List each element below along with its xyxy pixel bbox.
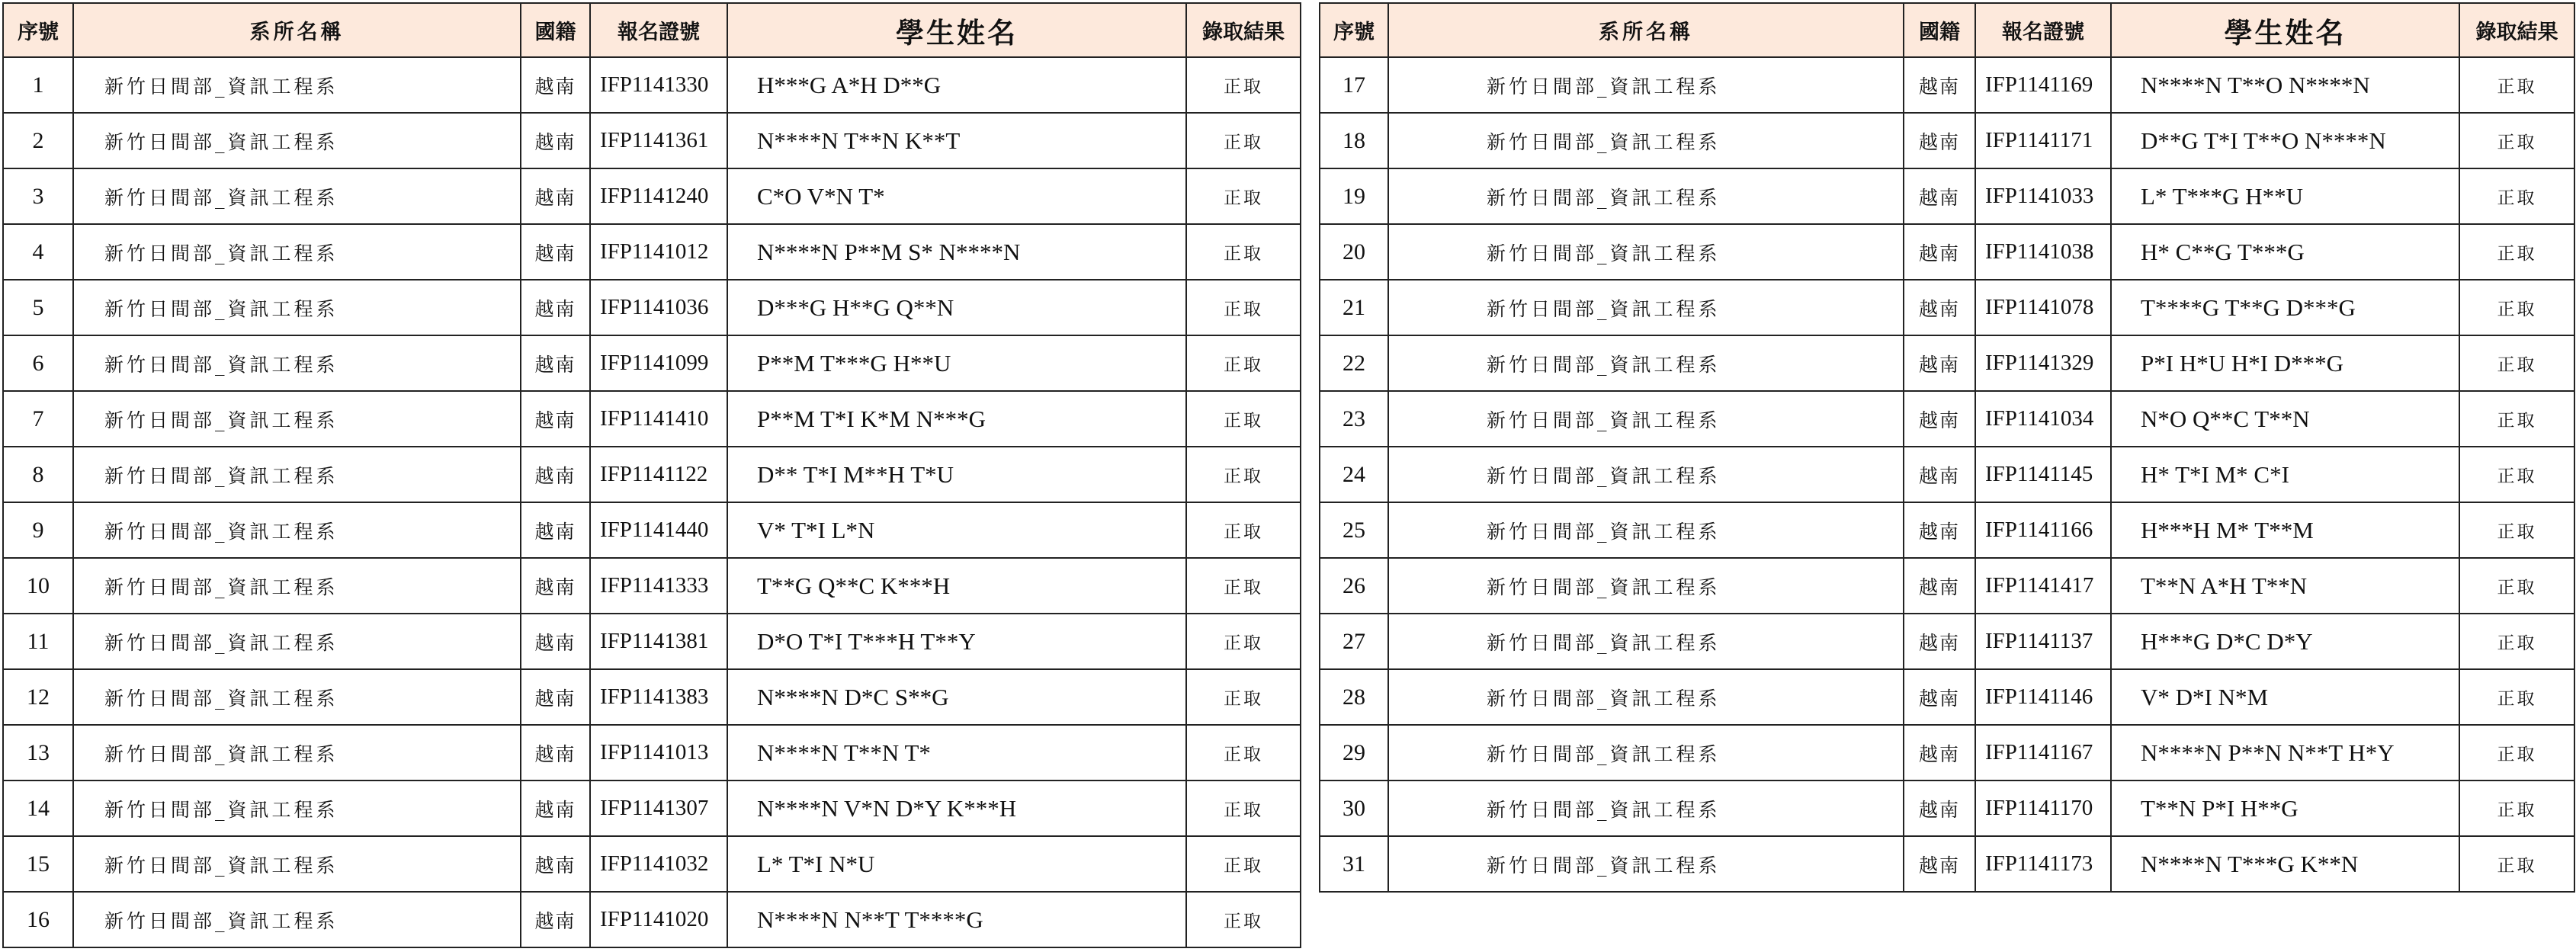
- table-row: [3, 391, 1301, 447]
- cell-student-name: T****G T**G D***G: [2111, 280, 2459, 335]
- cell-nationality: 越南: [1904, 335, 1975, 391]
- cell-application-no: IFP1141240: [590, 168, 727, 224]
- cell-application-no: IFP1141173: [1975, 836, 2111, 892]
- header-student-name: 學生姓名: [727, 3, 1186, 57]
- table-row: [3, 168, 1301, 224]
- table-row: [1320, 558, 2574, 614]
- cell-application-no: IFP1141167: [1975, 725, 2111, 781]
- table-row: [1320, 781, 2574, 836]
- cell-nationality: 越南: [1904, 558, 1975, 614]
- cell-department: 新竹日間部_資訊工程系: [73, 168, 521, 224]
- cell-index: 4: [3, 224, 73, 280]
- cell-result: 正取: [2459, 781, 2574, 836]
- table-row: [3, 892, 1301, 947]
- cell-department: 新竹日間部_資訊工程系: [73, 502, 521, 558]
- cell-student-name: T**N A*H T**N: [2111, 558, 2459, 614]
- cell-index: 6: [3, 335, 73, 391]
- cell-department: 新竹日間部_資訊工程系: [73, 836, 521, 892]
- cell-result: 正取: [1186, 669, 1301, 725]
- cell-student-name: L* T***G H**U: [2111, 168, 2459, 224]
- table-row: [3, 502, 1301, 558]
- header-department: 系所名稱: [1388, 3, 1904, 57]
- cell-result: 正取: [2459, 725, 2574, 781]
- cell-department: 新竹日間部_資訊工程系: [1388, 391, 1904, 447]
- header-index: 序號: [3, 3, 73, 57]
- cell-index: 31: [1320, 836, 1388, 892]
- cell-application-no: IFP1141145: [1975, 447, 2111, 502]
- header-result: 錄取結果: [1186, 3, 1301, 57]
- cell-student-name: D** T*I M**H T*U: [727, 447, 1186, 502]
- cell-index: 30: [1320, 781, 1388, 836]
- cell-index: 9: [3, 502, 73, 558]
- cell-student-name: V* D*I N*M: [2111, 669, 2459, 725]
- table-row: [1320, 113, 2574, 168]
- cell-index: 10: [3, 558, 73, 614]
- cell-index: 13: [3, 725, 73, 781]
- cell-index: 14: [3, 781, 73, 836]
- cell-application-no: IFP1141099: [590, 335, 727, 391]
- cell-department: 新竹日間部_資訊工程系: [1388, 224, 1904, 280]
- header-nationality: 國籍: [521, 3, 590, 57]
- cell-application-no: IFP1141034: [1975, 391, 2111, 447]
- cell-result: 正取: [1186, 335, 1301, 391]
- cell-index: 25: [1320, 502, 1388, 558]
- table-row: [3, 725, 1301, 781]
- table-row: [1320, 280, 2574, 335]
- cell-nationality: 越南: [1904, 725, 1975, 781]
- cell-application-no: IFP1141417: [1975, 558, 2111, 614]
- cell-result: 正取: [1186, 558, 1301, 614]
- cell-application-no: IFP1141013: [590, 725, 727, 781]
- cell-department: 新竹日間部_資訊工程系: [73, 892, 521, 947]
- cell-application-no: IFP1141330: [590, 57, 727, 113]
- cell-student-name: N****N T***G K**N: [2111, 836, 2459, 892]
- cell-nationality: 越南: [521, 391, 590, 447]
- table-row: [1320, 168, 2574, 224]
- cell-student-name: V* T*I L*N: [727, 502, 1186, 558]
- cell-index: 2: [3, 113, 73, 168]
- table-row: [3, 280, 1301, 335]
- cell-nationality: 越南: [1904, 836, 1975, 892]
- cell-index: 15: [3, 836, 73, 892]
- table-row: [1320, 57, 2574, 113]
- cell-result: 正取: [2459, 280, 2574, 335]
- table-row: [1320, 224, 2574, 280]
- cell-application-no: IFP1141032: [590, 836, 727, 892]
- cell-result: 正取: [1186, 447, 1301, 502]
- cell-nationality: 越南: [1904, 669, 1975, 725]
- table-row: [3, 781, 1301, 836]
- cell-nationality: 越南: [1904, 447, 1975, 502]
- cell-result: 正取: [2459, 224, 2574, 280]
- cell-student-name: N****N P**N N**T H*Y: [2111, 725, 2459, 781]
- cell-student-name: D*O T*I T***H T**Y: [727, 614, 1186, 669]
- table-body-right: [1320, 57, 2574, 892]
- cell-result: 正取: [1186, 224, 1301, 280]
- cell-department: 新竹日間部_資訊工程系: [73, 113, 521, 168]
- cell-result: 正取: [2459, 113, 2574, 168]
- cell-application-no: IFP1141020: [590, 892, 727, 947]
- cell-student-name: N****N P**M S* N****N: [727, 224, 1186, 280]
- header-department: 系所名稱: [73, 3, 521, 57]
- cell-application-no: IFP1141166: [1975, 502, 2111, 558]
- cell-student-name: H***G A*H D**G: [727, 57, 1186, 113]
- cell-application-no: IFP1141329: [1975, 335, 2111, 391]
- cell-department: 新竹日間部_資訊工程系: [73, 280, 521, 335]
- cell-index: 28: [1320, 669, 1388, 725]
- cell-application-no: IFP1141383: [590, 669, 727, 725]
- table-row: [3, 614, 1301, 669]
- cell-department: 新竹日間部_資訊工程系: [73, 725, 521, 781]
- admission-table-right: [1319, 2, 2575, 893]
- table-row: [3, 57, 1301, 113]
- header-student-name: 學生姓名: [2111, 3, 2459, 57]
- cell-nationality: 越南: [521, 335, 590, 391]
- cell-result: 正取: [1186, 725, 1301, 781]
- table-body-left: [3, 57, 1301, 947]
- cell-department: 新竹日間部_資訊工程系: [1388, 558, 1904, 614]
- cell-index: 18: [1320, 113, 1388, 168]
- cell-index: 20: [1320, 224, 1388, 280]
- cell-result: 正取: [2459, 669, 2574, 725]
- table-row: [1320, 614, 2574, 669]
- cell-department: 新竹日間部_資訊工程系: [73, 447, 521, 502]
- cell-department: 新竹日間部_資訊工程系: [1388, 113, 1904, 168]
- cell-index: 26: [1320, 558, 1388, 614]
- cell-nationality: 越南: [521, 280, 590, 335]
- cell-student-name: H* T*I M* C*I: [2111, 447, 2459, 502]
- cell-department: 新竹日間部_資訊工程系: [73, 391, 521, 447]
- cell-application-no: IFP1141333: [590, 558, 727, 614]
- cell-result: 正取: [2459, 614, 2574, 669]
- cell-application-no: IFP1141137: [1975, 614, 2111, 669]
- cell-student-name: H***G D*C D*Y: [2111, 614, 2459, 669]
- table-row: [1320, 669, 2574, 725]
- header-application-no: 報名證號: [1975, 3, 2111, 57]
- cell-nationality: 越南: [1904, 502, 1975, 558]
- cell-index: 16: [3, 892, 73, 947]
- cell-nationality: 越南: [1904, 280, 1975, 335]
- cell-student-name: H* C**G T***G: [2111, 224, 2459, 280]
- table-row: [3, 558, 1301, 614]
- cell-nationality: 越南: [1904, 614, 1975, 669]
- cell-index: 23: [1320, 391, 1388, 447]
- table-row: [1320, 725, 2574, 781]
- cell-application-no: IFP1141012: [590, 224, 727, 280]
- cell-department: 新竹日間部_資訊工程系: [1388, 725, 1904, 781]
- cell-department: 新竹日間部_資訊工程系: [1388, 168, 1904, 224]
- table-row: [3, 836, 1301, 892]
- cell-result: 正取: [1186, 502, 1301, 558]
- cell-result: 正取: [1186, 391, 1301, 447]
- cell-department: 新竹日間部_資訊工程系: [73, 781, 521, 836]
- cell-result: 正取: [1186, 57, 1301, 113]
- cell-department: 新竹日間部_資訊工程系: [1388, 614, 1904, 669]
- cell-application-no: IFP1141036: [590, 280, 727, 335]
- cell-student-name: N****N V*N D*Y K***H: [727, 781, 1186, 836]
- cell-department: 新竹日間部_資訊工程系: [73, 614, 521, 669]
- cell-department: 新竹日間部_資訊工程系: [1388, 335, 1904, 391]
- cell-result: 正取: [1186, 614, 1301, 669]
- cell-student-name: N****N T**N T*: [727, 725, 1186, 781]
- cell-application-no: IFP1141307: [590, 781, 727, 836]
- cell-index: 5: [3, 280, 73, 335]
- cell-index: 22: [1320, 335, 1388, 391]
- cell-application-no: IFP1141033: [1975, 168, 2111, 224]
- cell-result: 正取: [1186, 168, 1301, 224]
- header-application-no: 報名證號: [590, 3, 727, 57]
- header-nationality: 國籍: [1904, 3, 1975, 57]
- cell-nationality: 越南: [521, 502, 590, 558]
- cell-result: 正取: [2459, 558, 2574, 614]
- header-result: 錄取結果: [2459, 3, 2574, 57]
- cell-index: 17: [1320, 57, 1388, 113]
- cell-department: 新竹日間部_資訊工程系: [1388, 781, 1904, 836]
- cell-student-name: P*I H*U H*I D***G: [2111, 335, 2459, 391]
- table-row: [3, 113, 1301, 168]
- table-row: [3, 447, 1301, 502]
- cell-result: 正取: [2459, 447, 2574, 502]
- cell-result: 正取: [2459, 57, 2574, 113]
- cell-index: 19: [1320, 168, 1388, 224]
- cell-student-name: D***G H**G Q**N: [727, 280, 1186, 335]
- cell-application-no: IFP1141122: [590, 447, 727, 502]
- cell-department: 新竹日間部_資訊工程系: [73, 558, 521, 614]
- cell-index: 12: [3, 669, 73, 725]
- cell-student-name: N****N T**N K**T: [727, 113, 1186, 168]
- cell-department: 新竹日間部_資訊工程系: [73, 335, 521, 391]
- cell-result: 正取: [2459, 836, 2574, 892]
- cell-result: 正取: [1186, 836, 1301, 892]
- cell-student-name: P**M T*I K*M N***G: [727, 391, 1186, 447]
- cell-nationality: 越南: [521, 168, 590, 224]
- cell-nationality: 越南: [521, 447, 590, 502]
- table-row: [3, 335, 1301, 391]
- cell-index: 21: [1320, 280, 1388, 335]
- cell-application-no: IFP1141078: [1975, 280, 2111, 335]
- cell-student-name: N*O Q**C T**N: [2111, 391, 2459, 447]
- table-row: [1320, 447, 2574, 502]
- cell-department: 新竹日間部_資訊工程系: [1388, 669, 1904, 725]
- cell-application-no: IFP1141440: [590, 502, 727, 558]
- cell-student-name: P**M T***G H**U: [727, 335, 1186, 391]
- cell-index: 1: [3, 57, 73, 113]
- cell-nationality: 越南: [521, 725, 590, 781]
- admission-table-left: [2, 2, 1301, 948]
- header-row: [1320, 3, 2574, 57]
- cell-nationality: 越南: [1904, 781, 1975, 836]
- cell-nationality: 越南: [521, 57, 590, 113]
- cell-nationality: 越南: [1904, 224, 1975, 280]
- cell-nationality: 越南: [521, 224, 590, 280]
- cell-student-name: N****N N**T T****G: [727, 892, 1186, 947]
- cell-nationality: 越南: [1904, 391, 1975, 447]
- cell-nationality: 越南: [521, 113, 590, 168]
- cell-application-no: IFP1141361: [590, 113, 727, 168]
- cell-student-name: T**G Q**C K***H: [727, 558, 1186, 614]
- cell-nationality: 越南: [521, 781, 590, 836]
- cell-department: 新竹日間部_資訊工程系: [1388, 280, 1904, 335]
- cell-index: 29: [1320, 725, 1388, 781]
- cell-student-name: T**N P*I H**G: [2111, 781, 2459, 836]
- table-row: [1320, 335, 2574, 391]
- table-row: [1320, 836, 2574, 892]
- cell-department: 新竹日間部_資訊工程系: [1388, 447, 1904, 502]
- cell-application-no: IFP1141410: [590, 391, 727, 447]
- cell-nationality: 越南: [1904, 168, 1975, 224]
- cell-application-no: IFP1141170: [1975, 781, 2111, 836]
- cell-index: 7: [3, 391, 73, 447]
- cell-student-name: L* T*I N*U: [727, 836, 1186, 892]
- cell-department: 新竹日間部_資訊工程系: [1388, 836, 1904, 892]
- header-row: [3, 3, 1301, 57]
- cell-nationality: 越南: [1904, 57, 1975, 113]
- table-row: [3, 669, 1301, 725]
- cell-application-no: IFP1141171: [1975, 113, 2111, 168]
- cell-result: 正取: [2459, 168, 2574, 224]
- cell-department: 新竹日間部_資訊工程系: [73, 224, 521, 280]
- cell-result: 正取: [2459, 335, 2574, 391]
- cell-result: 正取: [2459, 502, 2574, 558]
- cell-index: 27: [1320, 614, 1388, 669]
- cell-nationality: 越南: [521, 614, 590, 669]
- cell-student-name: H***H M* T**M: [2111, 502, 2459, 558]
- cell-department: 新竹日間部_資訊工程系: [1388, 57, 1904, 113]
- table-row: [1320, 391, 2574, 447]
- cell-department: 新竹日間部_資訊工程系: [73, 669, 521, 725]
- cell-nationality: 越南: [521, 836, 590, 892]
- header-index: 序號: [1320, 3, 1388, 57]
- cell-nationality: 越南: [521, 558, 590, 614]
- cell-student-name: N****N D*C S**G: [727, 669, 1186, 725]
- cell-index: 11: [3, 614, 73, 669]
- cell-index: 24: [1320, 447, 1388, 502]
- cell-student-name: C*O V*N T*: [727, 168, 1186, 224]
- cell-index: 3: [3, 168, 73, 224]
- cell-nationality: 越南: [521, 669, 590, 725]
- cell-result: 正取: [1186, 113, 1301, 168]
- cell-application-no: IFP1141038: [1975, 224, 2111, 280]
- cell-result: 正取: [1186, 781, 1301, 836]
- cell-application-no: IFP1141146: [1975, 669, 2111, 725]
- table-row: [3, 224, 1301, 280]
- cell-nationality: 越南: [521, 892, 590, 947]
- cell-application-no: IFP1141169: [1975, 57, 2111, 113]
- cell-application-no: IFP1141381: [590, 614, 727, 669]
- cell-result: 正取: [2459, 391, 2574, 447]
- cell-student-name: D**G T*I T**O N****N: [2111, 113, 2459, 168]
- cell-department: 新竹日間部_資訊工程系: [1388, 502, 1904, 558]
- cell-nationality: 越南: [1904, 113, 1975, 168]
- cell-result: 正取: [1186, 280, 1301, 335]
- cell-student-name: N****N T**O N****N: [2111, 57, 2459, 113]
- cell-department: 新竹日間部_資訊工程系: [73, 57, 521, 113]
- cell-result: 正取: [1186, 892, 1301, 947]
- cell-index: 8: [3, 447, 73, 502]
- table-row: [1320, 502, 2574, 558]
